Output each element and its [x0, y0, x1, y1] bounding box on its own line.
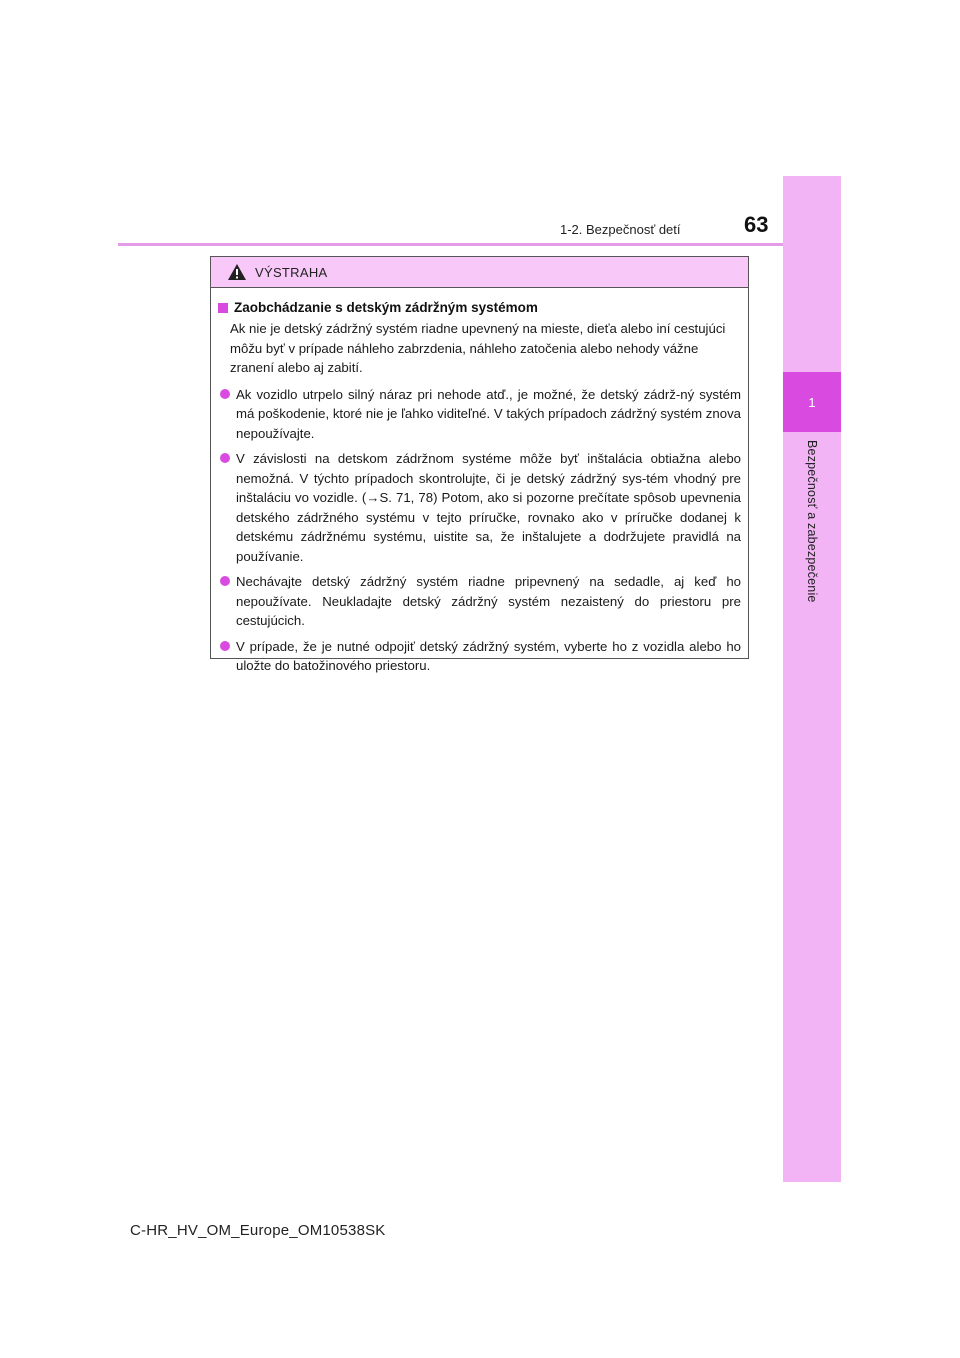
bullet-dot-icon	[220, 389, 230, 399]
list-item-text: Nechávajte detský zádržný systém riadne pripevnený na sedadle, aj keď ho nepoužívate. Neukladajte detský zádržný systém nezaistený do priestoru pre cestujúcich.	[236, 574, 741, 628]
chapter-title: Bezpečnosť a zabezpečenie	[805, 440, 819, 603]
warning-heading	[218, 300, 741, 315]
warning-body	[211, 288, 748, 676]
chapter-side-tab	[783, 176, 841, 1182]
page-number: 63	[744, 212, 769, 237]
chapter-number: 1	[808, 394, 816, 410]
warning-header	[211, 257, 748, 288]
bullet-dot-icon	[220, 576, 230, 586]
list-item-text: V prípade, že je nutné odpojiť detský zádržný systém, vyberte ho z vozidla alebo ho uložte do batožinového priestoru.	[236, 638, 741, 673]
section-label: 1-2. Bezpečnosť detí	[560, 222, 681, 237]
warning-triangle-icon	[227, 263, 247, 281]
chapter-number-tab[interactable]	[783, 372, 841, 432]
warning-label: VÝSTRAHA	[255, 264, 328, 280]
header-rule	[118, 243, 783, 246]
bullet-dot-icon	[220, 641, 230, 651]
document-code: C-HR_HV_OM_Europe_OM10538SK	[130, 1222, 386, 1239]
warning-intro: Ak nie je detský zádržný systém riadne upevnený na mieste, dieťa alebo iní cestujúci môžu byť v prípade náhleho zabrzdenia, náhleho zatočenia alebo nehody vážne zranení alebo aj zabití.	[230, 321, 726, 375]
bullet-dot-icon	[220, 453, 230, 463]
list-item	[218, 572, 741, 631]
list-item	[218, 449, 741, 566]
list-item-text: Ak vozidlo utrpelo silný náraz pri nehode atď., je možné, že detský zádrž-ný systém má poškodenie, ktoré nie je ľahko viditeľné. V takých prípadoch zádržný systém znova nepoužívajte.	[236, 386, 741, 441]
list-item	[218, 637, 741, 676]
square-bullet-icon	[218, 303, 228, 313]
warning-box	[210, 256, 749, 673]
list-item-text: V závislosti na detskom zádržnom systéme môže byť inštalácia obtiažna alebo nemožná. V týchto prípadoch skontrolujte, či je detský zádržný sys-tém vhodný pre inštaláciu vo vozidle. (→S. 71, 78) Potom, ako si pozorne prečítate spôsob upevnenia detského zádržného systému v tejto príručke, rovnako ako v príručke dodanej k detskému zádržnému systému, uistite sa, že inštalujete a dodržujete pravidlá na používanie.	[236, 451, 741, 564]
warning-heading-text: Zaobchádzanie s detským zádržným systémom	[234, 300, 538, 315]
list-item	[218, 385, 741, 444]
chapter-title-area	[783, 440, 841, 640]
